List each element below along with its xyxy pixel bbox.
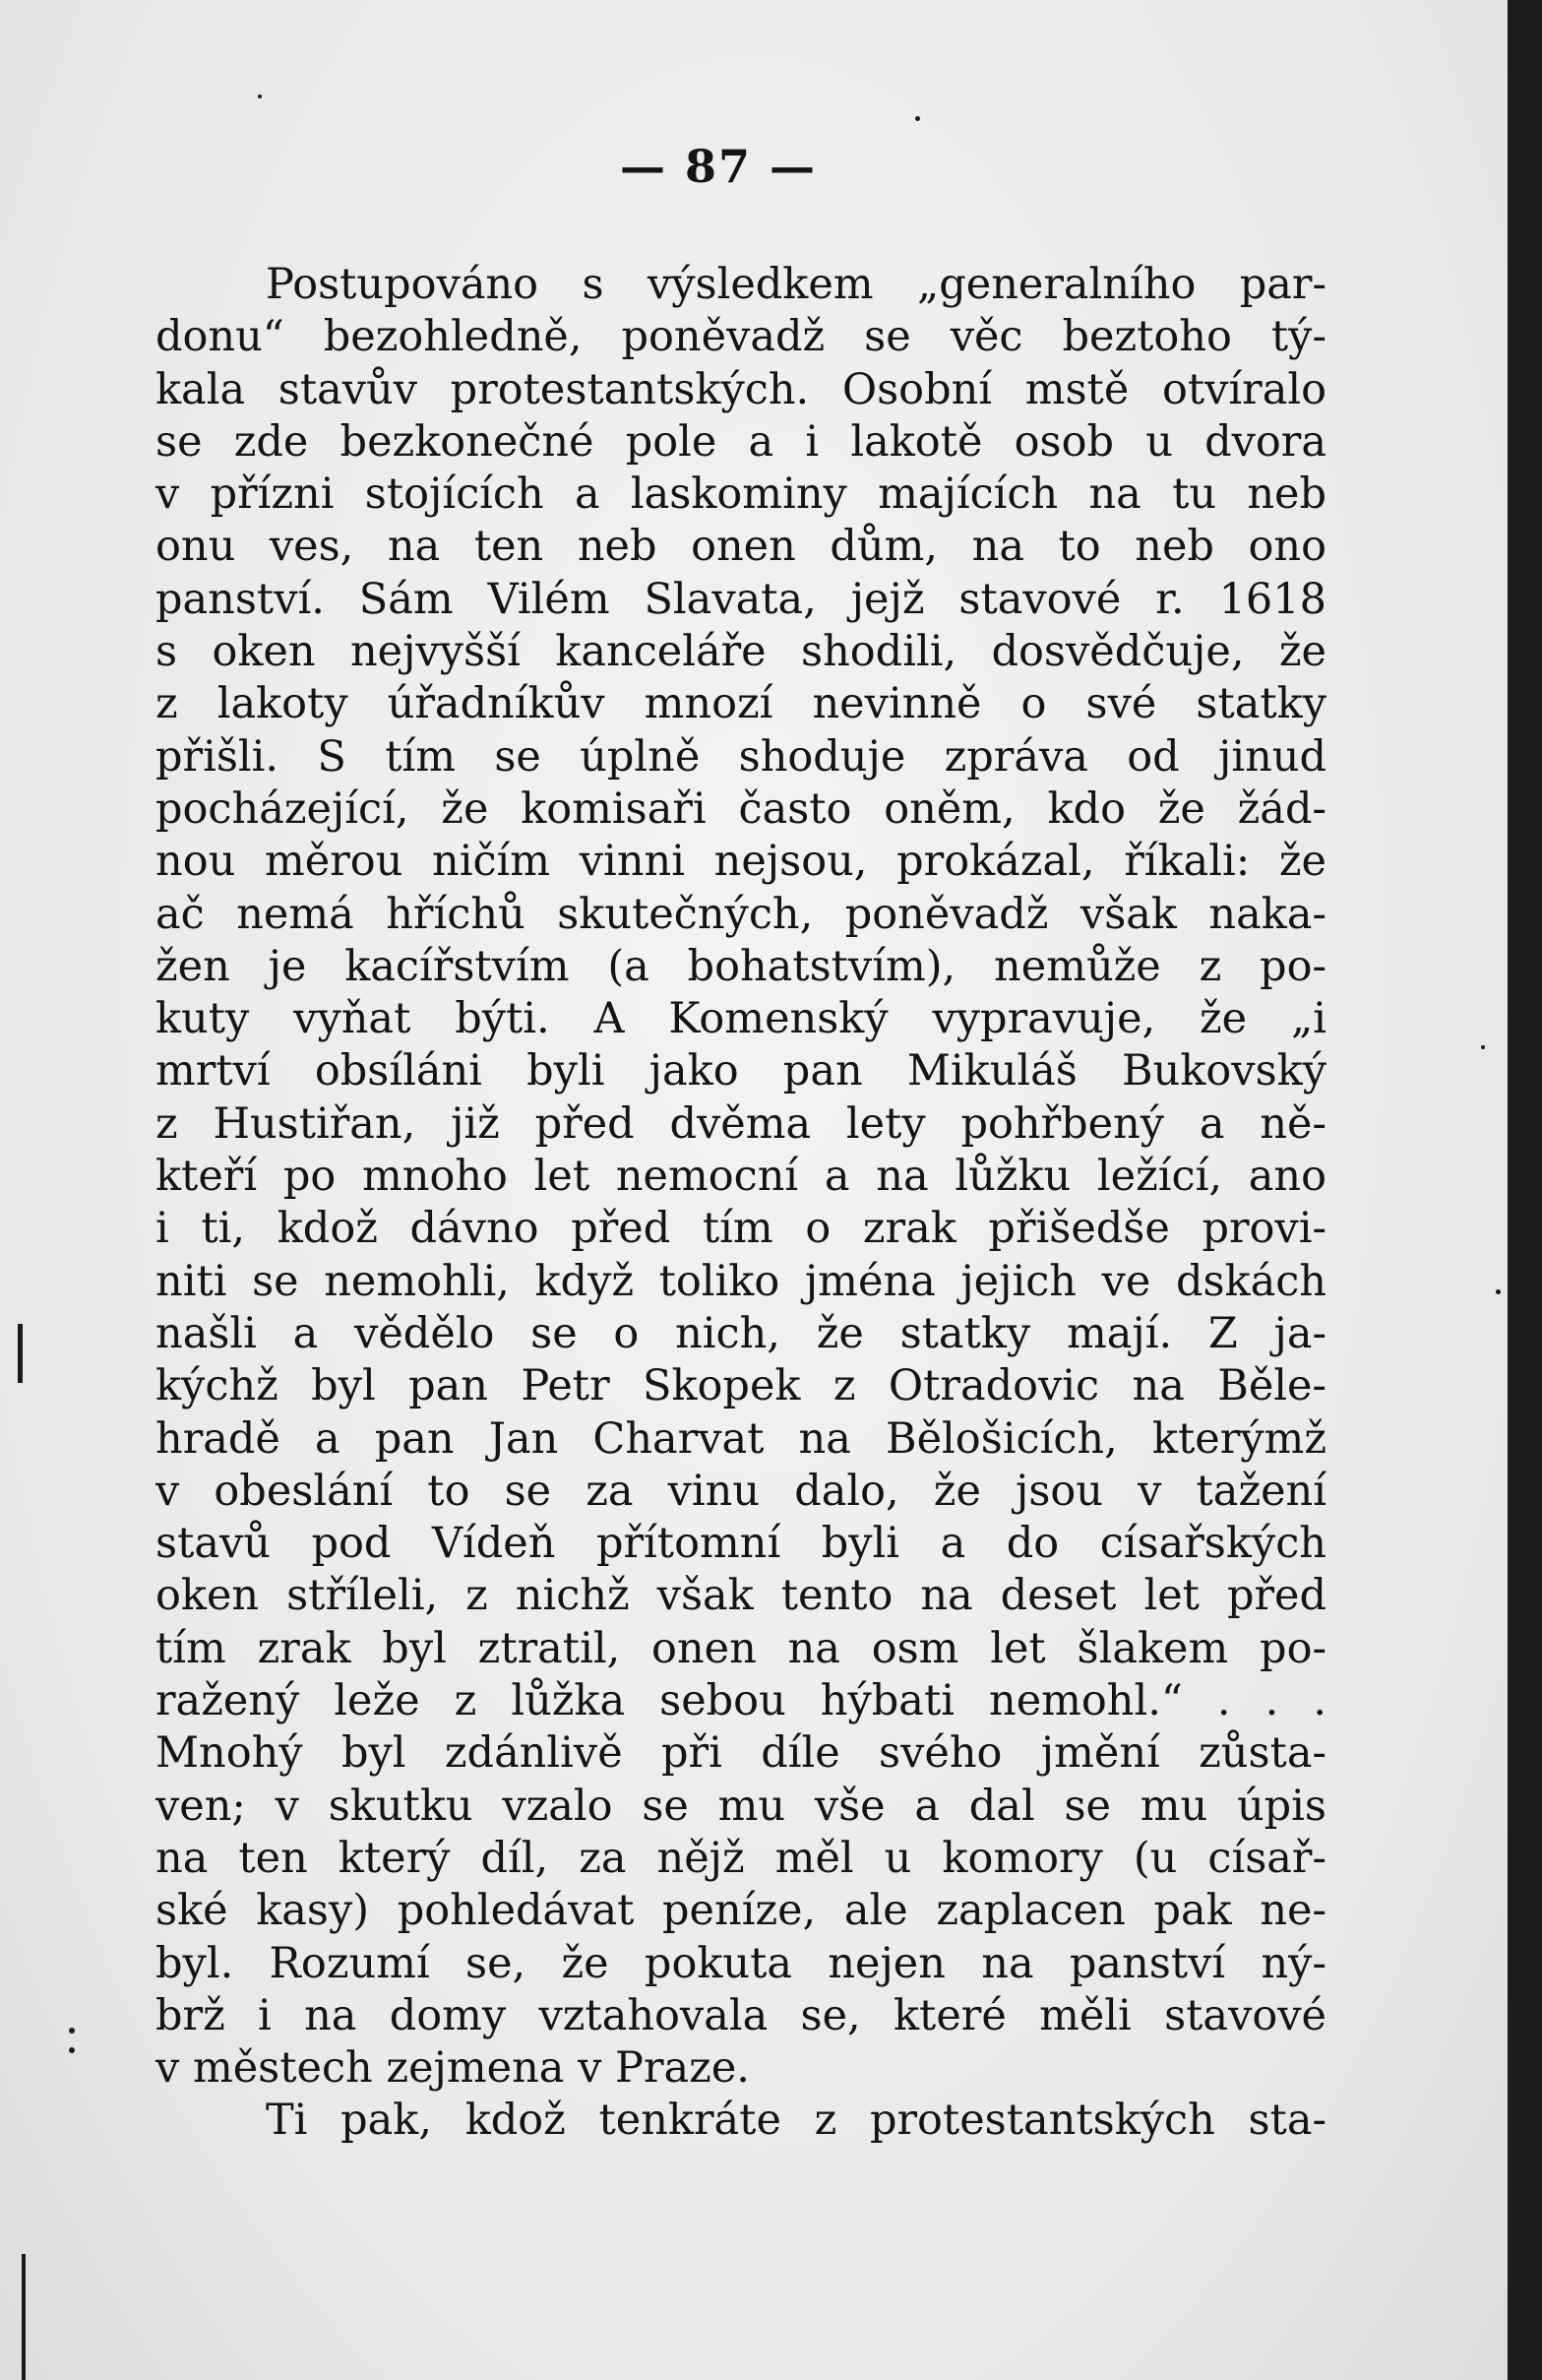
text-line: pocházející, že komisaři často oněm, kdo že žád-: [155, 783, 1326, 834]
text-line: z lakoty úřadníkův mnozí nevinně o své statky: [155, 679, 1326, 729]
text-line: z Hustiřan, již před dvěma lety pohřbený a ně-: [155, 1098, 1326, 1149]
scan-speck: [1496, 1289, 1501, 1294]
paragraph-1: [155, 259, 1326, 2095]
text-line: brž i na domy vztahovala se, které měli stavové: [155, 1990, 1326, 2040]
text-line: onu ves, na ten neb onen dům, na to neb ono: [155, 522, 1326, 572]
text-line: nou měrou ničím vinni nejsou, prokázal, říkali: že: [155, 837, 1326, 887]
text-line: ven; v skutku vzalo se mu vše a dal se mu úpis: [155, 1781, 1326, 1831]
text-line: kala stavův protestantských. Osobní mstě otvíralo: [155, 364, 1326, 414]
text-line: Mnohý byl zdánlivě při díle svého jmění zůsta-: [155, 1728, 1326, 1779]
text-line: ač nemá hříchů skutečných, poněvadž však naka-: [155, 889, 1326, 939]
text-line: niti se nemohli, když toliko jména jejich ve dskách: [155, 1256, 1326, 1306]
text-line: kýchž byl pan Petr Skopek z Otradovic na Běle-: [155, 1361, 1326, 1411]
text-line: na ten který díl, za nějž měl u komory (u císař-: [155, 1833, 1326, 1883]
scan-speck: [915, 116, 920, 121]
text-line: ražený leže z lůžka sebou hýbati nemohl.“ . . .: [155, 1676, 1326, 1726]
body-text: [155, 259, 1326, 2148]
scan-speck: [1481, 1045, 1485, 1049]
text-line: kuty vyňat býti. A Komenský vypravuje, že „i: [155, 994, 1326, 1044]
scan-margin-mark: [22, 2254, 26, 2380]
scan-right-edge: [1508, 0, 1542, 2380]
text-line: panství. Sám Vilém Slavata, jejž stavové r. 1618: [155, 574, 1326, 624]
text-line: v obeslání to se za vinu dalo, že jsou v tažení: [155, 1466, 1326, 1516]
text-line: tím zrak byl ztratil, onen na osm let šlakem po-: [155, 1623, 1326, 1673]
text-line: v městech zejmena v Praze.: [155, 2043, 750, 2094]
text-line: našli a vědělo se o nich, že statky mají. Z ja-: [155, 1308, 1326, 1358]
page-number: — 87 —: [619, 140, 818, 193]
scan-speck: [69, 2047, 75, 2053]
text-line: kteří po mnoho let nemocní a na lůžku ležící, ano: [155, 1152, 1326, 1202]
text-line: v přízni stojících a laskominy majících na tu neb: [155, 470, 1326, 520]
paragraph-2: [155, 2095, 1326, 2147]
text-line: Ti pak, kdož tenkráte z protestantských sta-: [266, 2096, 1326, 2146]
text-line: hradě a pan Jan Charvat na Bělošicích, kterýmž: [155, 1413, 1326, 1464]
text-line: žen je kacířstvím (a bohatstvím), nemůže z po-: [155, 941, 1326, 991]
text-line: přišli. S tím se úplně shoduje zpráva od jinud: [155, 731, 1326, 782]
text-line: byl. Rozumí se, že pokuta nejen na panství ný-: [155, 1938, 1326, 1988]
text-line: oken stříleli, z nichž však tento na deset let před: [155, 1571, 1326, 1621]
text-line: i ti, kdož dávno před tím o zrak přišedše provi-: [155, 1204, 1326, 1254]
text-line: donu“ bezohledně, poněvadž se věc beztoho tý-: [155, 312, 1326, 362]
scan-speck: [258, 94, 262, 98]
scan-margin-mark: [18, 1324, 23, 1383]
text-line: mrtví obsíláni byli jako pan Mikuláš Bukovský: [155, 1046, 1326, 1096]
text-line: s oken nejvyšší kanceláře shodili, dosvědčuje, že: [155, 627, 1326, 677]
text-line: Postupováno s výsledkem „generalního par-: [266, 260, 1326, 309]
text-line: ské kasy) pohledávat peníze, ale zaplacen pak ne-: [155, 1886, 1326, 1936]
text-line: se zde bezkonečné pole a i lakotě osob u dvora: [155, 416, 1326, 467]
scan-speck: [69, 2028, 75, 2034]
text-line: stavů pod Vídeň přítomní byli a do císařských: [155, 1519, 1326, 1569]
